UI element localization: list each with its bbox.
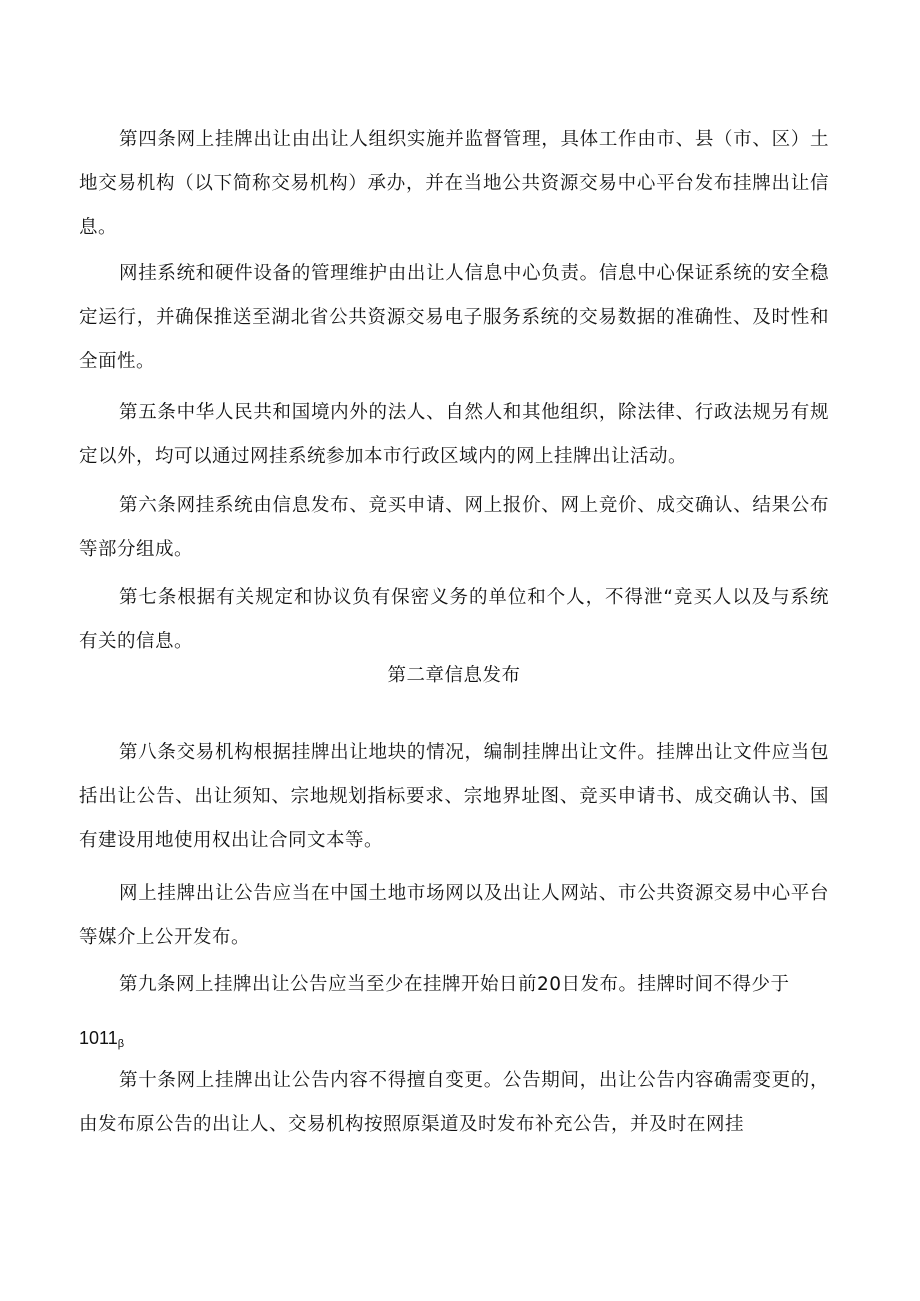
- paragraph-announcement-media: 网上挂牌出让公告应当在中国土地市场网以及出让人网站、市公共资源交易中心平台等媒介上公开发布。: [79, 883, 829, 948]
- paragraph-article-6: 第六条网挂系统由信息发布、竞买申请、网上报价、网上竞价、成交确认、结果公布等部分组成。: [79, 495, 829, 560]
- paragraph-article-7: 第七条根据有关规定和协议负有保密义务的单位和个人，不得泄“竞买人以及与系统有关的信息。: [79, 587, 829, 652]
- article-9-continuation: [79, 1023, 124, 1059]
- article-9-subscript: β: [117, 1038, 125, 1050]
- chapter-heading: 第二章信息发布: [387, 665, 521, 686]
- paragraph-article-8: 第八条交易机构根据挂牌出让地块的情况，编制挂牌出让文件。挂牌出让文件应当包括出让公告、出让须知、宗地规划指标要求、宗地界址图、竞买申请书、成交确认书、国有建设用地使用权出让合同文本等。: [79, 742, 829, 851]
- paragraph-system-maintenance: 网挂系统和硬件设备的管理维护由出让人信息中心负责。信息中心保证系统的安全稳定运行，并确保推送至湖北省公共资源交易电子服务系统的交易数据的准确性、及时性和全面性。: [79, 263, 829, 372]
- paragraph-article-10: 第十条网上挂牌出让公告内容不得擅自变更。公告期间，出让公告内容确需变更的，由发布原公告的出让人、交易机构按照原渠道及时发布补充公告，并及时在网挂: [79, 1070, 829, 1135]
- paragraph-article-4: 第四条网上挂牌出让由出让人组织实施并监督管理，具体工作由市、县（市、区）土地交易机构（以下简称交易机构）承办，并在当地公共资源交易中心平台发布挂牌出让信息。: [79, 129, 829, 238]
- article-9-number: 1011: [79, 1028, 118, 1048]
- paragraph-article-9: 第九条网上挂牌出让公告应当至少在挂牌开始日前20日发布。挂牌时间不得少于: [119, 974, 790, 995]
- paragraph-article-5: 第五条中华人民共和国境内外的法人、自然人和其他组织，除法律、行政法规另有规定以外，均可以通过网挂系统参加本市行政区域内的网上挂牌出让活动。: [79, 402, 829, 467]
